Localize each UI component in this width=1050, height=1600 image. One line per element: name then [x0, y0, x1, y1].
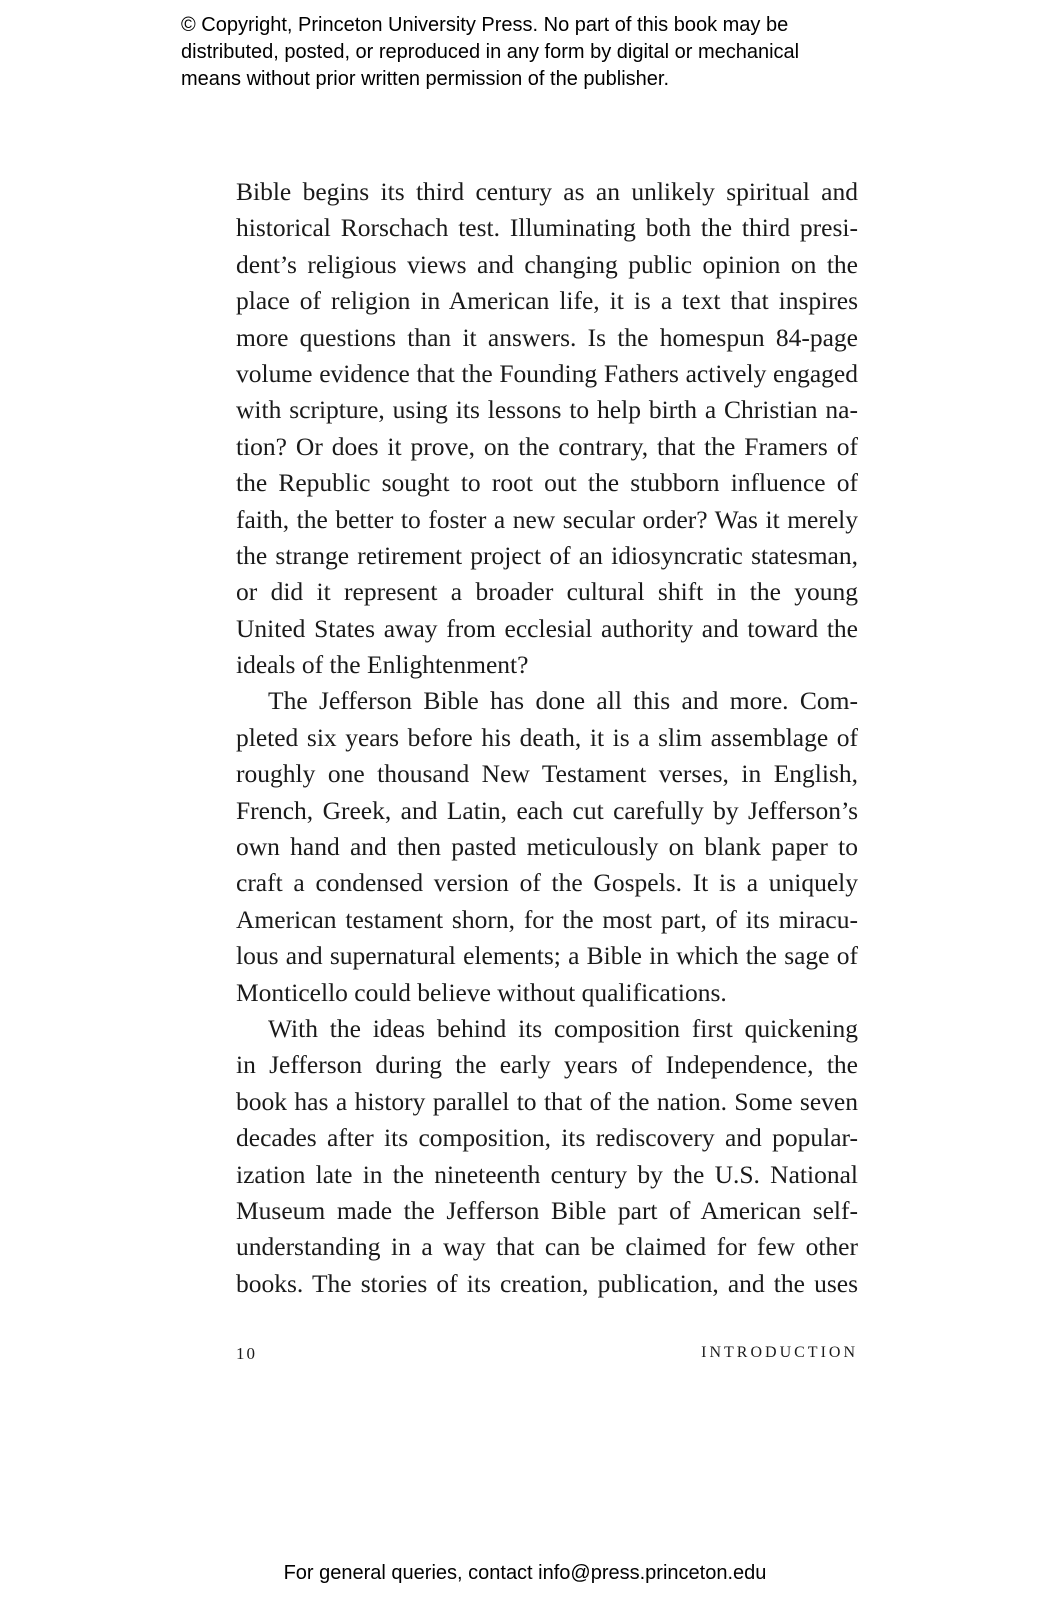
body-line: Bible begins its third century as an unlikely spiritual and: [236, 177, 858, 206]
body-line: volume evidence that the Founding Fathers actively engaged: [236, 358, 858, 388]
body-line: place of religion in American life, it is a text that inspires: [236, 286, 858, 316]
body-line: Monticello could believe without qualifications.: [236, 977, 727, 1007]
body-line: book has a history parallel to that of the nation. Some seven: [236, 1086, 858, 1116]
copyright-notice: [181, 12, 901, 93]
body-line: in Jefferson during the early years of Independence, the: [236, 1050, 858, 1080]
body-line: American testament shorn, for the most part, of its miracu-: [236, 904, 858, 934]
body-line: dent’s religious views and changing public opinion on the: [236, 249, 858, 279]
body-line: craft a condensed version of the Gospels. It is a uniquely: [236, 868, 858, 898]
body-line: historical Rorschach test. Illuminating both the third presi-: [236, 213, 858, 243]
body-line: with scripture, using its lessons to help birth a Christian na-: [236, 395, 858, 425]
copyright-line: © Copyright, Princeton University Press. No part of this book may be: [181, 14, 789, 36]
body-line: the strange retirement project of an idiosyncratic statesman,: [236, 540, 858, 570]
body-line: more questions than it answers. Is the homespun 84-page: [236, 322, 858, 352]
body-line: roughly one thousand New Testament verses, in English,: [236, 759, 858, 789]
body-line: own hand and then pasted meticulously on blank paper to: [236, 832, 858, 862]
body-line: or did it represent a broader cultural shift in the young: [236, 577, 858, 607]
copyright-line: means without prior written permission of the publisher.: [181, 68, 670, 90]
body-line: books. The stories of its creation, publication, and the uses: [236, 1268, 858, 1298]
body-text: [236, 174, 858, 1302]
body-line: ideals of the Enlightenment?: [236, 650, 529, 680]
running-head: INTRODUCTION: [701, 1344, 858, 1361]
page-number: 10: [236, 1344, 257, 1363]
body-line: With the ideas behind its composition first quickening: [268, 1013, 858, 1043]
body-line: understanding in a way that can be claimed for few other: [236, 1232, 858, 1262]
body-line: French, Greek, and Latin, each cut carefully by Jefferson’s: [236, 795, 858, 825]
copyright-line: distributed, posted, or reproduced in any form by digital or mechanical: [181, 41, 800, 63]
body-line: decades after its composition, its rediscovery and popular-: [236, 1123, 858, 1153]
general-queries-note: For general queries, contact info@press.princeton.edu: [283, 1562, 767, 1584]
body-line: faith, the better to foster a new secular order? Was it merely: [236, 504, 858, 534]
body-line: United States away from ecclesial authority and toward the: [236, 613, 858, 643]
body-line: pleted six years before his death, it is a slim assemblage of: [236, 722, 858, 752]
body-line: The Jefferson Bible has done all this and more. Com-: [268, 686, 858, 716]
body-line: lous and supernatural elements; a Bible in which the sage of: [236, 941, 858, 971]
body-line: Museum made the Jefferson Bible part of American self-: [236, 1195, 858, 1225]
body-line: the Republic sought to root out the stubborn influence of: [236, 468, 858, 498]
body-line: tion? Or does it prove, on the contrary, that the Framers of: [236, 431, 858, 461]
body-line: ization late in the nineteenth century by the U.S. National: [236, 1159, 858, 1189]
